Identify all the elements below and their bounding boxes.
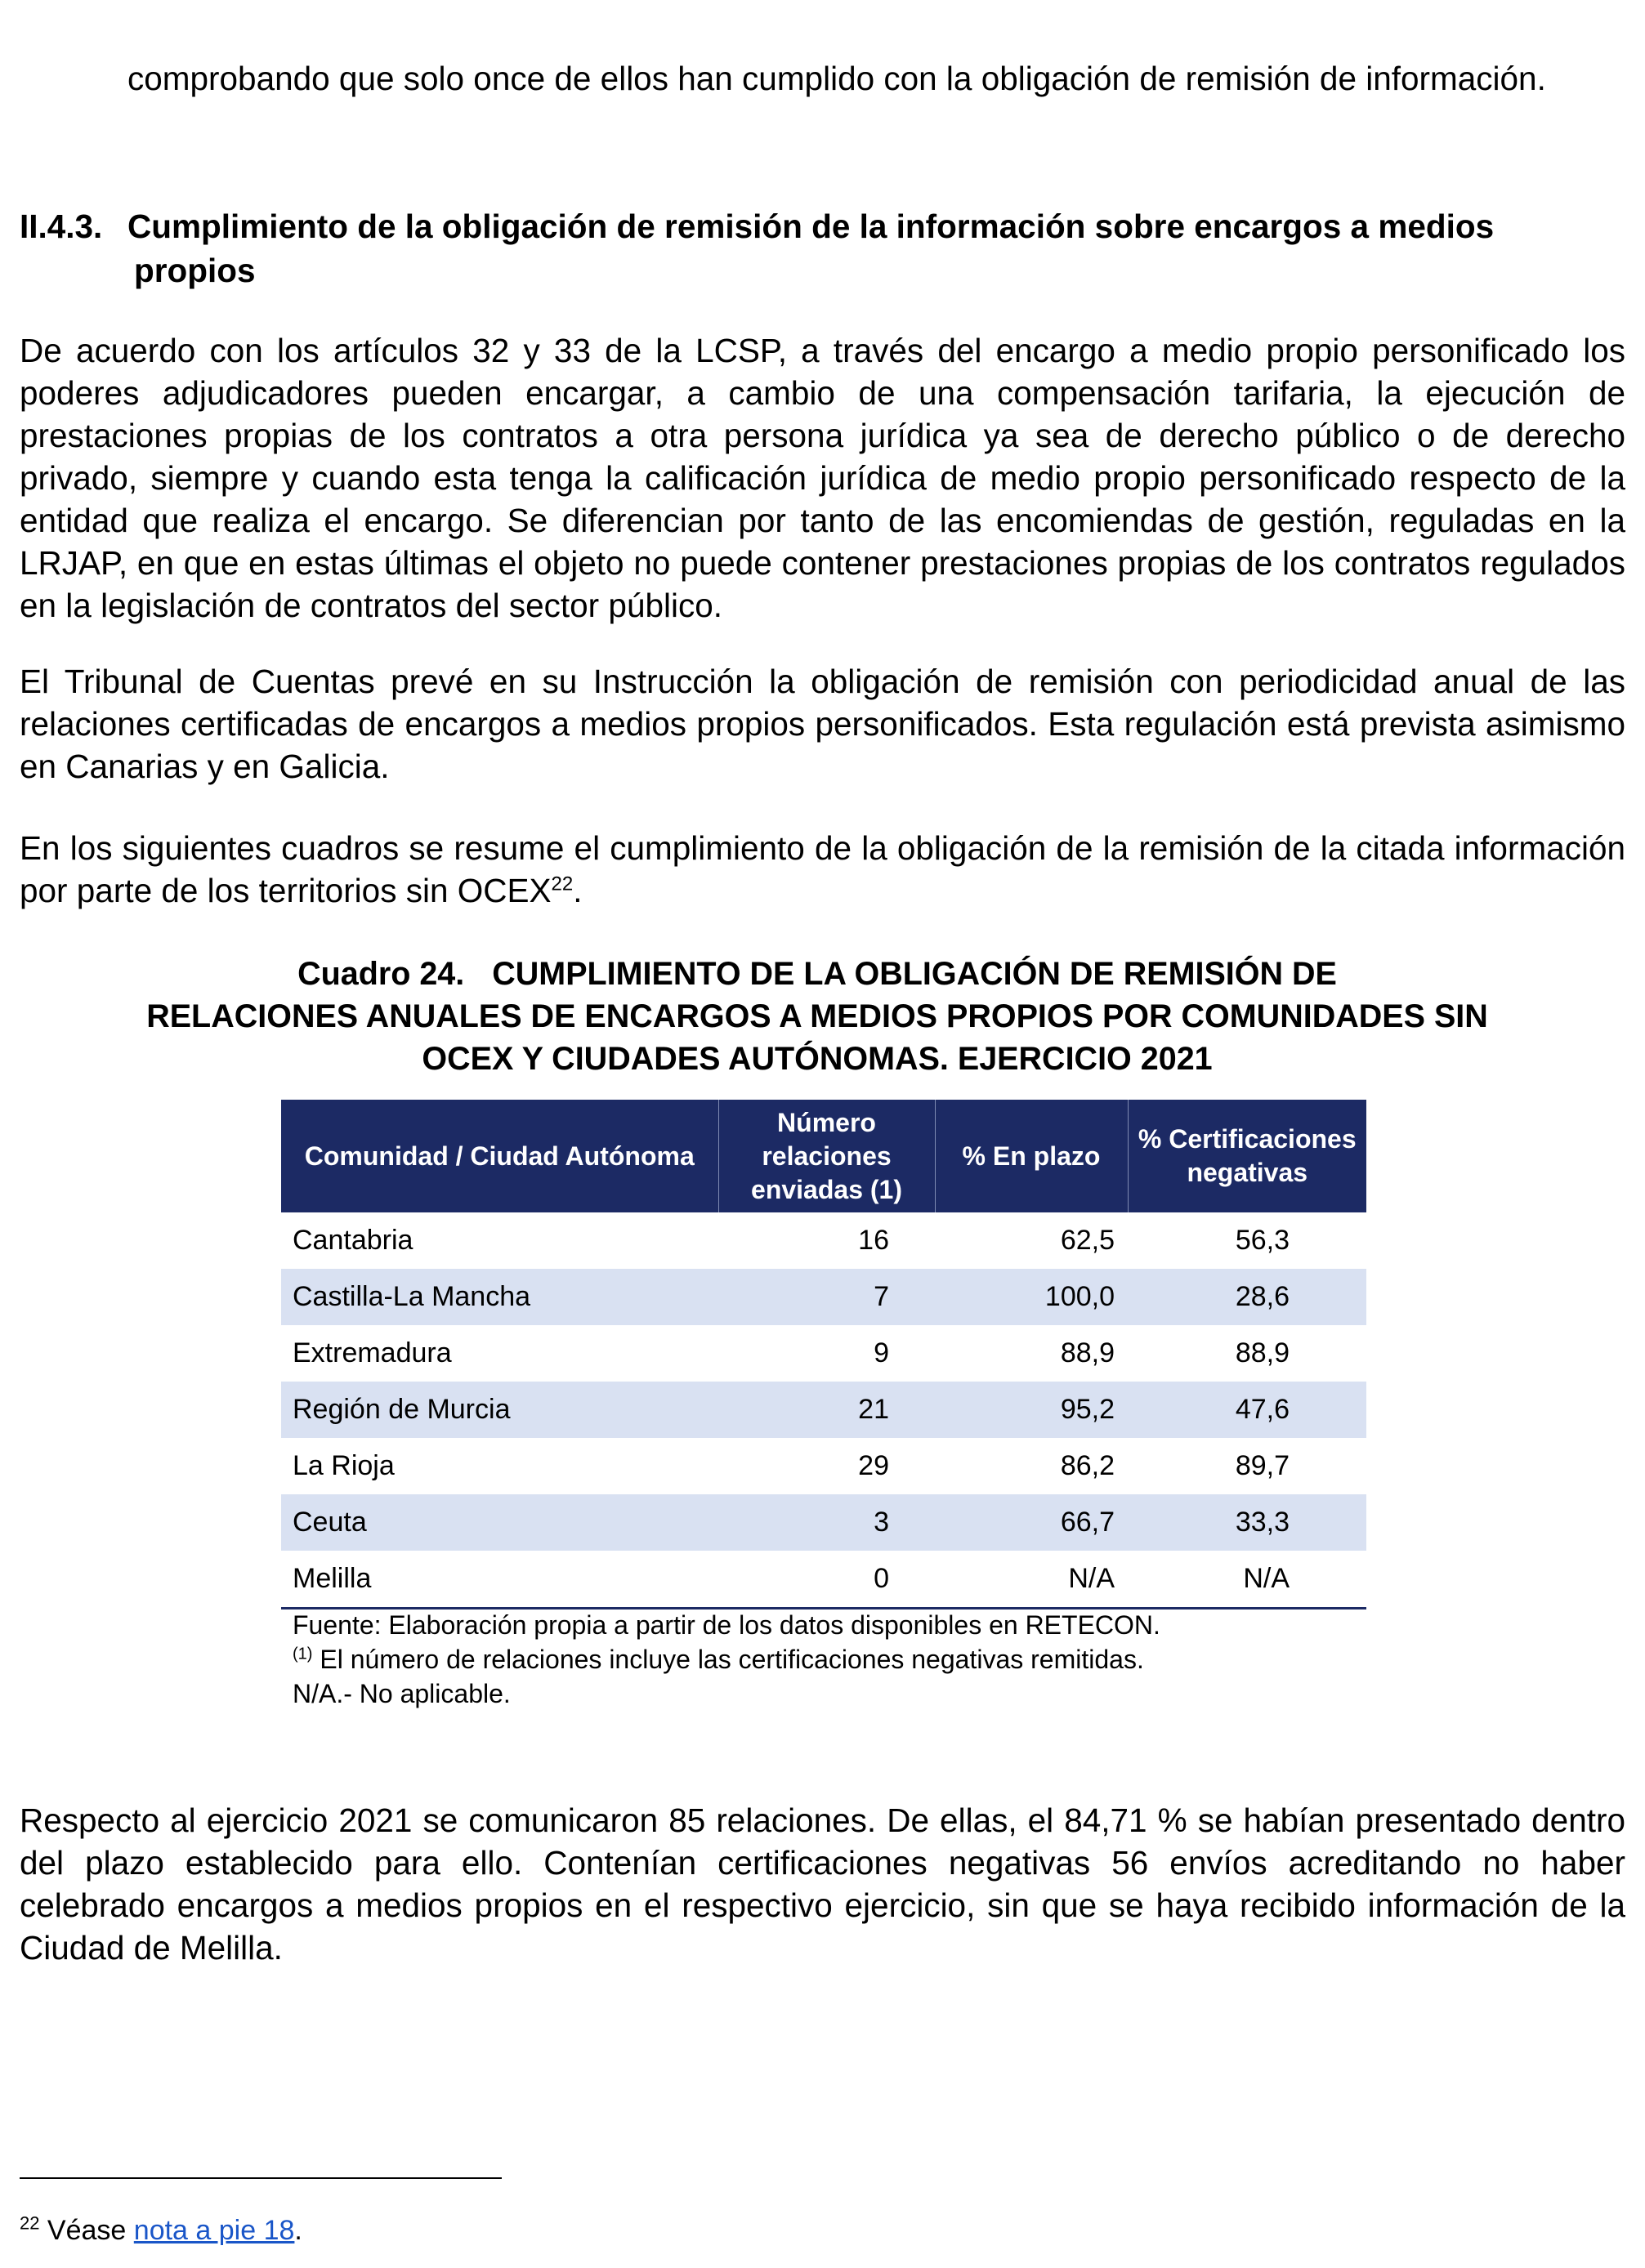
cell-on-time: 62,5 <box>1060 1225 1115 1256</box>
cell-relations: 9 <box>874 1337 889 1368</box>
table-header-row <box>281 1100 1366 1212</box>
caption-line2: RELACIONES ANUALES DE ENCARGOS A MEDIOS PROPIOS POR COMUNIDADES SIN <box>146 998 1488 1034</box>
cell-community: Castilla-La Mancha <box>281 1269 718 1325</box>
footnote-link[interactable]: nota a pie 18 <box>133 2215 295 2246</box>
paragraph-continuation: comprobando que solo once de ellos han cumplido con la obligación de remisión de información. <box>127 60 1546 97</box>
cell-negative: 28,6 <box>1128 1269 1366 1325</box>
footnote-separator <box>20 2177 502 2179</box>
cell-on-time: 95,2 <box>935 1382 1128 1438</box>
section-number: II.4.3. <box>20 208 103 245</box>
cell-community: Melilla <box>281 1551 718 1609</box>
note-na: N/A.- No aplicable. <box>293 1679 511 1708</box>
footnote-end: . <box>294 2215 302 2246</box>
paragraph-conclusion: Respecto al ejercicio 2021 se comunicaron 85 relaciones. De ellas, el 84,71 % se habían presentado dentro del plazo establecido para ello. Contenían certificaciones negativas 56 envíos acreditando no haber celebrado encargos a medios propios en el respectivo ejercicio, sin que se haya recibido información de la Ciudad de Melilla. <box>20 1801 1625 1967</box>
paragraph-tribunal: El Tribunal de Cuentas prevé en su Instrucción la obligación de remisión con periodicidad anual de las relaciones certificadas de encargos a medios propios personificados. Esta regulación está prevista asimismo en Canarias y en Galicia. <box>20 663 1625 785</box>
cell-relations: 3 <box>718 1494 935 1551</box>
table-row <box>281 1269 1366 1325</box>
table-notes <box>293 1608 1371 1711</box>
caption-number: Cuadro 24. <box>297 956 465 992</box>
cell-on-time: 86,2 <box>1060 1450 1115 1481</box>
cell-on-time: 88,9 <box>1060 1337 1115 1368</box>
cell-negative: 33,3 <box>1128 1494 1366 1551</box>
cell-community: Cantabria <box>293 1225 413 1256</box>
cell-community: La Rioja <box>293 1450 395 1481</box>
caption-line3: OCEX Y CIUDADES AUTÓNOMAS. EJERCICIO 2021 <box>422 1041 1213 1077</box>
paragraph-summary-text: En los siguientes cuadros se resume el cumplimiento de la obligación de la remisión de la citada información por parte de los territorios sin OCEX <box>20 829 1625 909</box>
header-negative-certs: % Certificaciones negativas <box>1128 1100 1366 1212</box>
cell-on-time: N/A <box>935 1551 1128 1609</box>
footnote-reference[interactable]: 22 <box>551 873 574 895</box>
section-title-line2: propios <box>134 252 256 289</box>
table-row <box>281 1382 1366 1438</box>
paragraph-lcsp: De acuerdo con los artículos 32 y 33 de la LCSP, a través del encargo a medio propio personificado los poderes adjudicadores pueden encargar, a cambio de una compensación tarifaria, la ejecución de prestaciones propias de los contratos a otra persona jurídica ya sea de derecho público o de derecho privado, siempre y cuando esta tenga la calificación jurídica de medio propio personificado respecto de la entidad que realiza el encargo. Se diferencian por tanto de las encomiendas de gestión, reguladas en la LRJAP, en que en estas últimas el objeto no puede contener prestaciones propias de los contratos regulados en la legislación de contratos del sector público. <box>20 332 1625 624</box>
table-row <box>281 1551 1366 1609</box>
data-table <box>281 1100 1366 1609</box>
paragraph-summary <box>20 827 1625 912</box>
cell-community: Extremadura <box>293 1337 452 1368</box>
header-community: Comunidad / Ciudad Autónoma <box>281 1100 718 1212</box>
table-caption <box>33 953 1602 1080</box>
cell-on-time: 66,7 <box>935 1494 1128 1551</box>
cell-relations: 16 <box>858 1225 889 1256</box>
footnote-text: Véase <box>39 2215 134 2246</box>
table-row <box>281 1325 1366 1382</box>
note-1-mark: (1) <box>293 1645 313 1663</box>
cell-on-time: 100,0 <box>935 1269 1128 1325</box>
section-heading <box>20 204 1625 292</box>
cell-negative: 56,3 <box>1235 1225 1290 1256</box>
footnote-mark: 22 <box>20 2212 40 2234</box>
header-on-time: % En plazo <box>935 1100 1128 1212</box>
cell-negative: 88,9 <box>1235 1337 1290 1368</box>
table-row <box>281 1494 1366 1551</box>
source-note: Fuente: Elaboración propia a partir de los datos disponibles en RETECON. <box>293 1610 1160 1640</box>
caption-line1 <box>33 953 1602 995</box>
footnote <box>20 2212 302 2248</box>
cell-relations: 0 <box>718 1551 935 1609</box>
cell-negative: 47,6 <box>1128 1382 1366 1438</box>
note-1 <box>293 1642 1371 1676</box>
cell-community: Ceuta <box>281 1494 718 1551</box>
cell-relations: 21 <box>718 1382 935 1438</box>
cell-negative: 89,7 <box>1235 1450 1290 1481</box>
cell-relations: 7 <box>718 1269 935 1325</box>
section-title-line1: Cumplimiento de la obligación de remisión de la información sobre encargos a medios <box>127 208 1495 245</box>
table-row <box>281 1212 1366 1269</box>
note-1-text: El número de relaciones incluye las certificaciones negativas remitidas. <box>312 1645 1144 1674</box>
cell-negative: N/A <box>1128 1551 1366 1609</box>
caption-title-line1: CUMPLIMIENTO DE LA OBLIGACIÓN DE REMISIÓN DE <box>492 956 1337 992</box>
cell-community: Región de Murcia <box>281 1382 718 1438</box>
table-row <box>281 1438 1366 1494</box>
cell-relations: 29 <box>858 1450 889 1481</box>
header-relations-sent: Número relaciones enviadas (1) <box>718 1100 935 1212</box>
paragraph-summary-end: . <box>573 872 583 909</box>
